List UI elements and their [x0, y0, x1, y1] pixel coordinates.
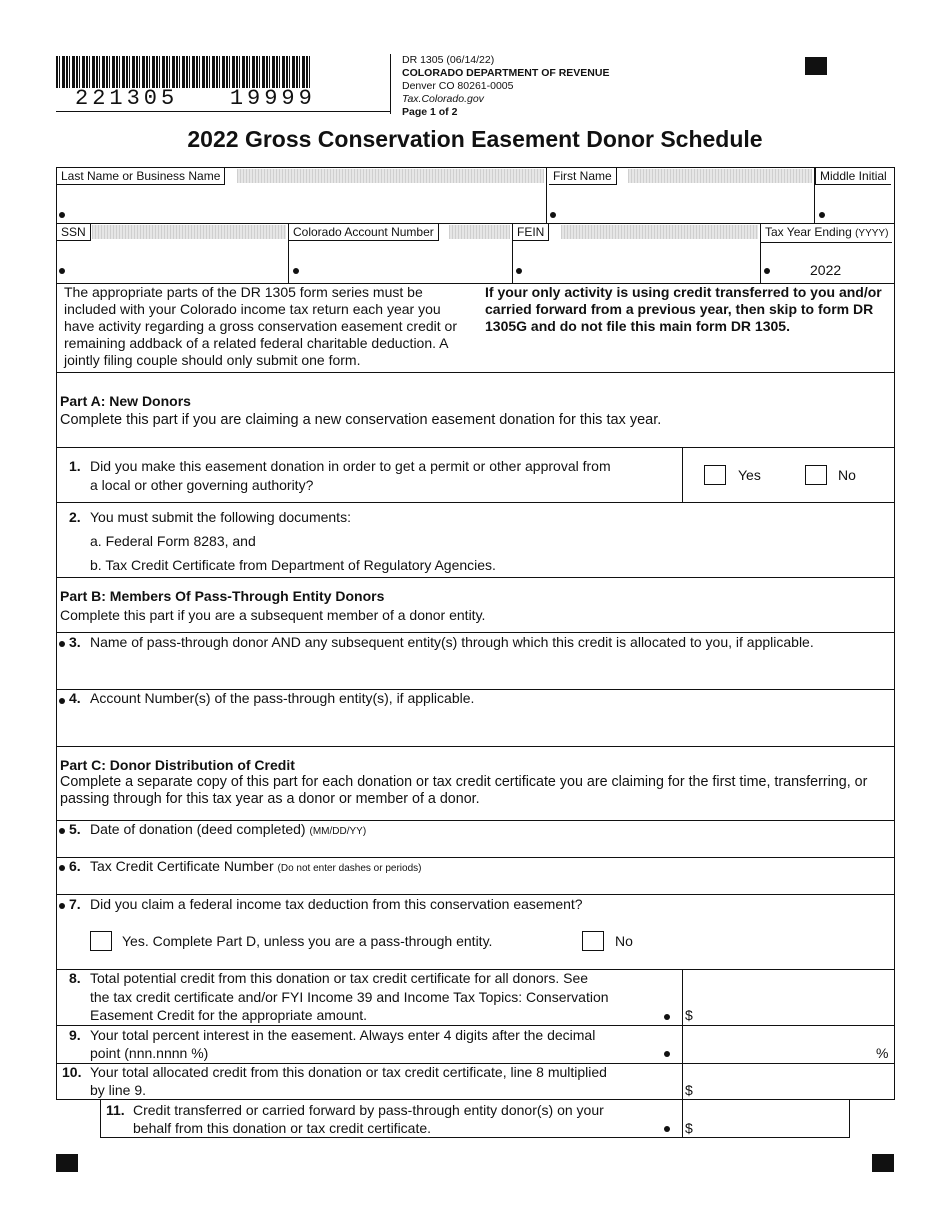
first-name-input[interactable] — [558, 188, 810, 220]
line-11-divider — [682, 1099, 683, 1138]
q6-note: (Do not enter dashes or periods) — [277, 863, 422, 874]
required-dot — [59, 828, 65, 834]
last-name-shade — [237, 169, 544, 183]
middle-initial-label: Middle Initial — [815, 168, 891, 185]
part-a-description: Complete this part if you are claiming a new conservation easement donation for this tax year. — [60, 412, 662, 428]
last-name-input[interactable] — [66, 188, 542, 220]
part-c-heading: Part C: Donor Distribution of Credit — [60, 757, 295, 773]
barcode — [56, 56, 311, 88]
q1-number: 1. — [69, 458, 81, 474]
q2-text: You must submit the following documents: — [90, 509, 351, 525]
colorado-account-input[interactable] — [300, 244, 508, 280]
barcode-underline — [56, 111, 390, 112]
q5-label — [90, 821, 366, 840]
q11-number: 11. — [106, 1102, 125, 1118]
colorado-account-label: Colorado Account Number — [289, 224, 439, 241]
fein-input[interactable] — [524, 244, 756, 280]
q6-number: 6. — [69, 858, 81, 874]
required-dot — [764, 268, 770, 274]
ssn-label: SSN — [57, 224, 91, 241]
agency-name: COLORADO DEPARTMENT OF REVENUE — [402, 67, 610, 79]
required-dot — [59, 212, 65, 218]
q6-label — [90, 858, 421, 877]
q7-yes-label: Yes. Complete Part D, unless you are a pass-through entity. — [122, 933, 493, 949]
q8-dollar-sign: $ — [685, 1007, 693, 1023]
q9-percent-sign: % — [876, 1045, 889, 1061]
q5-text: Date of donation (deed completed) — [90, 821, 306, 837]
q1-yes-label: Yes — [738, 467, 761, 483]
grid-col-divider — [546, 167, 547, 223]
q3-number: 3. — [69, 634, 81, 650]
fein-shade — [561, 225, 758, 239]
q8-line1: Total potential credit from this donation or tax credit certificate for all donors. See — [90, 970, 589, 986]
intro-right-text: If your only activity is using credit transferred to you and/or carried forward from a previous year, then skip to form DR 1305G and do not file this main form DR 1305. — [485, 284, 882, 334]
ssn-shade — [92, 225, 286, 239]
q1-yes-checkbox[interactable] — [704, 465, 726, 485]
first-name-label: First Name — [549, 168, 617, 185]
required-dot — [59, 641, 65, 647]
required-dot — [664, 1126, 670, 1132]
part-a-section — [56, 372, 895, 448]
last-name-label: Last Name or Business Name — [57, 168, 225, 185]
tax-year-ending-text: Tax Year Ending — [765, 225, 852, 239]
q4-text: Account Number(s) of the pass-through entity(s), if applicable. — [90, 690, 475, 706]
colorado-account-shade — [449, 225, 510, 239]
registration-mark-bottom-left — [56, 1154, 78, 1172]
q10-dollar-sign: $ — [685, 1082, 693, 1098]
q1-no-label: No — [838, 467, 856, 483]
required-dot — [59, 698, 65, 704]
page-number: Page 1 of 2 — [402, 106, 458, 118]
q8-number: 8. — [69, 970, 81, 986]
fein-label: FEIN — [513, 224, 549, 241]
q10-number: 10. — [62, 1064, 82, 1080]
q1-line1: Did you make this easement donation in order to get a permit or other approval from — [90, 458, 611, 474]
q8-amount-input[interactable] — [696, 972, 892, 1022]
q4-number: 4. — [69, 690, 81, 706]
q9-number: 9. — [69, 1027, 81, 1043]
q11-amount-input[interactable] — [696, 1101, 846, 1135]
required-dot — [664, 1014, 670, 1020]
q2-number: 2. — [69, 509, 81, 525]
form-title: 2022 Gross Conservation Easement Donor Schedule — [187, 126, 763, 152]
part-b-heading: Part B: Members Of Pass-Through Entity Donors — [60, 588, 385, 604]
q10-line2: by line 9. — [90, 1082, 147, 1098]
q7-text: Did you claim a federal income tax deduction from this conservation easement? — [90, 896, 583, 912]
q3-text: Name of pass-through donor AND any subsequent entity(s) through which this credit is allocated to you, if applicable. — [90, 634, 814, 650]
required-dot — [59, 865, 65, 871]
header-divider — [390, 54, 391, 114]
required-dot — [819, 212, 825, 218]
form-header — [402, 54, 609, 119]
ssn-input[interactable] — [66, 244, 284, 280]
intro-left-text: The appropriate parts of the DR 1305 form series must be included with your Colorado income tax return each year you have activity regarding a gross conservation easement credit or remaining addback of a related federal charitable deduction. A jointly filing couple should only submit one form. — [64, 284, 457, 368]
part-b-description: Complete this part if you are a subsequent member of a donor entity. — [60, 607, 486, 623]
part-c-description: Complete a separate copy of this part for each donation or tax credit certificate you are claiming for the first time, transferring, or passing through for this tax year as a donor or member of a donor. — [60, 774, 868, 807]
required-dot — [664, 1051, 670, 1057]
q11-dollar-sign: $ — [685, 1120, 693, 1136]
q8-line3: Easement Credit for the appropriate amount. — [90, 1007, 368, 1023]
required-dot — [293, 268, 299, 274]
required-dot — [550, 212, 556, 218]
q9-line1: Your total percent interest in the easement. Always enter 4 digits after the decimal — [90, 1027, 596, 1043]
required-dot — [516, 268, 522, 274]
q11-line2: behalf from this donation or tax credit certificate. — [133, 1120, 432, 1136]
required-dot — [59, 268, 65, 274]
part-a-heading: Part A: New Donors — [60, 393, 191, 409]
q5-format: (MM/DD/YY) — [309, 826, 367, 837]
registration-mark-bottom-right — [872, 1154, 894, 1172]
q7-no-checkbox[interactable] — [582, 931, 604, 951]
first-name-shade — [628, 169, 812, 183]
q10-line1: Your total allocated credit from this donation or tax credit certificate, line 8 multiplied — [90, 1064, 607, 1080]
tax-year-format: (YYYY) — [855, 228, 889, 239]
agency-address: Denver CO 80261-0005 — [402, 80, 514, 92]
part-b-section — [56, 577, 895, 633]
line-8-bottom — [56, 1025, 895, 1026]
question-1-row — [56, 447, 895, 503]
q6-text: Tax Credit Certificate Number — [90, 858, 274, 874]
registration-mark-top-right — [805, 57, 827, 75]
middle-initial-input[interactable] — [826, 188, 892, 220]
q1-no-checkbox[interactable] — [805, 465, 827, 485]
tax-year-ending-label — [761, 224, 892, 243]
q7-no-label: No — [615, 933, 633, 949]
required-dot — [59, 903, 65, 909]
q9-line2: point (nnn.nnnn %) — [90, 1045, 209, 1061]
q9-percent-input[interactable] — [686, 1028, 872, 1060]
q7-number: 7. — [69, 896, 81, 912]
q8-line2: the tax credit certificate and/or FYI Income 39 and Income Tax Topics: Conservation — [90, 989, 609, 1005]
tax-year-value[interactable]: 2022 — [810, 262, 842, 278]
q2a-text: a. Federal Form 8283, and — [90, 533, 256, 549]
q7-yes-checkbox[interactable] — [90, 931, 112, 951]
form-id: DR 1305 (06/14/22) — [402, 54, 495, 66]
q11-line1: Credit transferred or carried forward by pass-through entity donor(s) on your — [133, 1102, 604, 1118]
question-1-divider — [682, 447, 683, 503]
q5-number: 5. — [69, 821, 81, 837]
barcode-number: 221305 19999 — [75, 86, 316, 111]
agency-website: Tax.Colorado.gov — [402, 93, 484, 105]
q1-line2: a local or other governing authority? — [90, 477, 314, 493]
q2b-text: b. Tax Credit Certificate from Department of Regulatory Agencies. — [90, 557, 496, 573]
q10-amount-input[interactable] — [696, 1066, 892, 1098]
